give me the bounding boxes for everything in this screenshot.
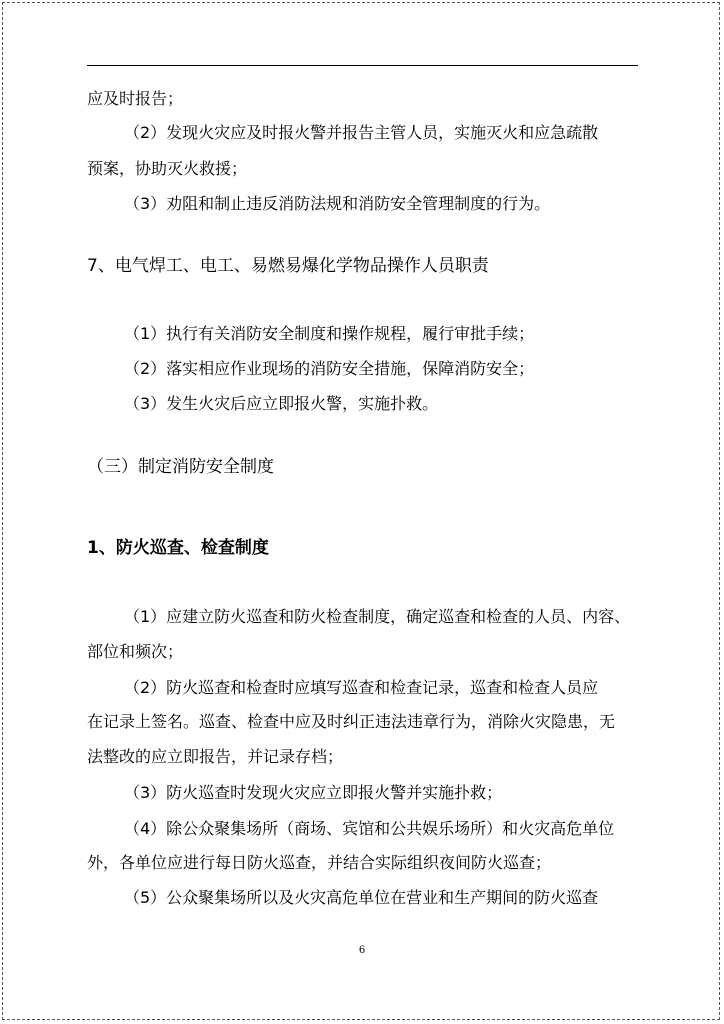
paragraph-line: 应及时报告； bbox=[87, 89, 184, 108]
paragraph-line: （3）劝阻和制止违反消防法规和消防安全管理制度的行为。 bbox=[124, 194, 551, 213]
paragraph-line: （5）公众聚集场所以及火灾高危单位在营业和生产期间的防火巡查 bbox=[124, 888, 599, 907]
section-heading-bold: 1、防火巡查、检查制度 bbox=[87, 538, 269, 558]
section-heading: 7、电气焊工、电工、易燃易爆化学物品操作人员职责 bbox=[87, 256, 489, 276]
paragraph-line: 在记录上签名。巡查、检查中应及时纠正违法违章行为，消除火灾隐患，无 bbox=[87, 712, 616, 731]
section-heading: （三）制定消防安全制度 bbox=[87, 457, 274, 477]
paragraph-line: （2）落实相应作业现场的消防安全措施，保障消防安全； bbox=[124, 359, 535, 378]
paragraph-line: 法整改的应立即报告，并记录存档； bbox=[87, 747, 344, 766]
paragraph-line: （4）除公众聚集场所（商场、宾馆和公共娱乐场所）和火灾高危单位 bbox=[124, 819, 615, 838]
paragraph-line: （1）应建立防火巡查和防火检查制度，确定巡查和检查的人员、内容、 bbox=[124, 607, 631, 626]
paragraph-line: 外，各单位应进行每日防火巡查，并结合实际组织夜间防火巡查； bbox=[87, 853, 552, 872]
paragraph-line: （2）防火巡查和检查时应填写巡查和检查记录，巡查和检查人员应 bbox=[124, 678, 599, 697]
paragraph-line: （3）发生火灾后应立即报火警，实施扑救。 bbox=[124, 394, 439, 413]
page-number: 6 bbox=[358, 945, 366, 956]
paragraph-line: 预案，协助灭火救援； bbox=[87, 159, 248, 178]
paragraph-line: 部位和频次； bbox=[87, 642, 184, 661]
paragraph-line: （1）执行有关消防安全制度和操作规程，履行审批手续； bbox=[124, 324, 535, 343]
paragraph-line: （3）防火巡查时发现火灾应立即报火警并实施扑救； bbox=[124, 783, 503, 802]
paragraph-line: （2）发现火灾应及时报火警并报告主管人员，实施灭火和应急疏散 bbox=[124, 123, 599, 142]
header-rule bbox=[87, 65, 638, 66]
